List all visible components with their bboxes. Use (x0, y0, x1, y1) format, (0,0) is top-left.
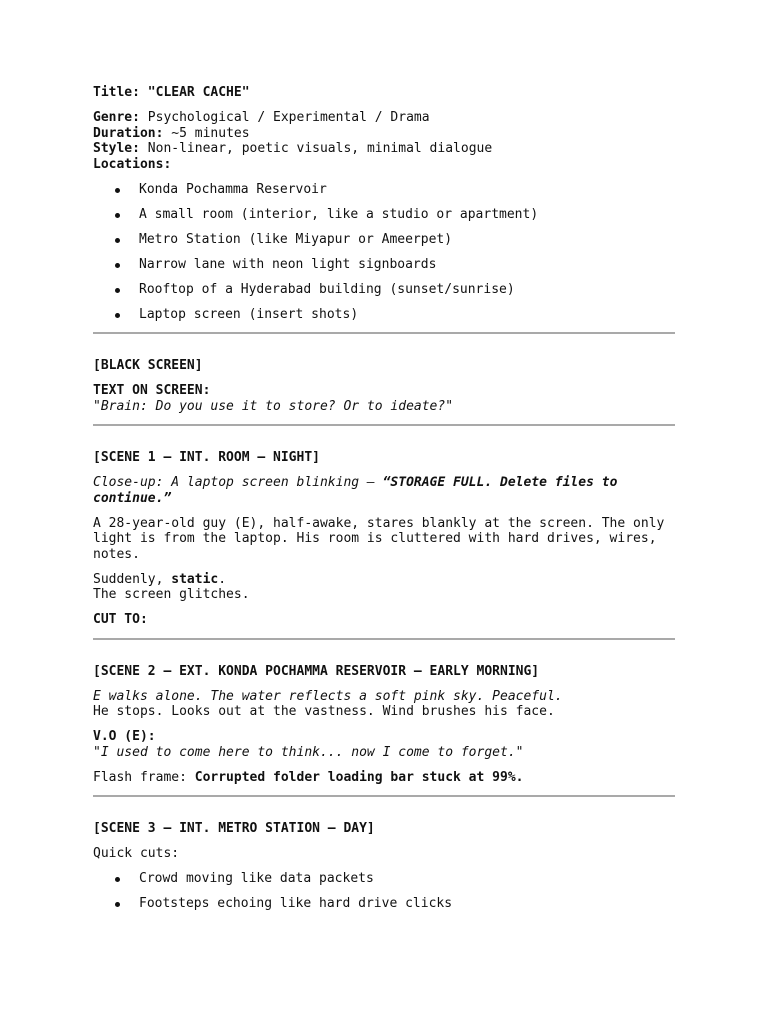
scene1-heading-text: [SCENE 1 – INT. ROOM – NIGHT] (93, 450, 320, 465)
scene1-suddenly (93, 572, 675, 588)
scene3-heading (93, 821, 675, 837)
genre-line (93, 110, 675, 126)
scene2-vo-label (93, 729, 675, 745)
list-item: Footsteps echoing like hard drive clicks (93, 896, 675, 912)
style-label: Style: (93, 141, 140, 156)
list-item: A small room (interior, like a studio or apartment) (93, 207, 675, 223)
duration-label: Duration: (93, 125, 164, 141)
text-on-screen-quote: "Brain: Do you use it to store? Or to ideate?" (93, 398, 454, 414)
scene1-heading (93, 450, 675, 466)
scene2-vo-label-text: V.O (E): (93, 729, 156, 744)
scene1-cut-to-text: CUT TO: (93, 612, 148, 627)
scene1-closeup (93, 475, 675, 506)
scene2-heading-text: [SCENE 2 – EXT. KONDA POCHAMMA RESERVOIR – EARLY MORNING] (93, 663, 540, 679)
text-on-screen-label (93, 383, 675, 399)
scene2-flash-bold: Corrupted folder loading bar stuck at 99%. (194, 769, 524, 785)
scene1-suddenly-text: Suddenly, (93, 571, 172, 587)
locations-list (93, 182, 675, 323)
section-divider (93, 424, 675, 426)
scene2-flash (93, 770, 675, 786)
scene2-stop: He stops. Looks out at the vastness. Wind brushes his face. (93, 704, 555, 719)
duration-line (93, 126, 675, 142)
list-item: Metro Station (like Miyapur or Ameerpet) (93, 232, 675, 248)
scene3-cuts-list (93, 871, 675, 912)
scene2-flash-label: Flash frame: (93, 769, 195, 785)
list-item: Konda Pochamma Reservoir (93, 182, 675, 198)
list-item: Crowd moving like data packets (93, 871, 675, 887)
section-divider (93, 332, 675, 334)
scene1-suddenly-period: . (218, 571, 227, 587)
scene1-closeup-italic: Close-up: A laptop screen blinking – (93, 475, 383, 490)
text-on-screen-label-text: TEXT ON SCREEN: (93, 383, 211, 398)
scene2-walk (93, 689, 675, 705)
scene1-glitch: The screen glitches. (93, 587, 250, 602)
title-value: "CLEAR CACHE" (139, 85, 250, 100)
scene1-closeup-bold: “STORAGE FULL. Delete files to continue.” (93, 475, 626, 506)
scene3-quick-cuts: Quick cuts: (93, 846, 180, 861)
style-line (93, 141, 675, 157)
scene3-heading-text: [SCENE 3 – INT. METRO STATION – DAY] (93, 821, 375, 836)
section-divider (93, 638, 675, 640)
scene1-static-bold: static (171, 571, 219, 587)
style-value: Non-linear, poetic visuals, minimal dialogue (139, 141, 493, 156)
black-screen-heading (93, 358, 675, 374)
scene2-vo-line (93, 745, 675, 761)
title-line (93, 85, 675, 101)
section-divider (93, 795, 675, 797)
text-on-screen-value (93, 399, 675, 415)
locations-label-line (93, 157, 675, 173)
scene1-cut-to (93, 612, 675, 628)
list-item: Laptop screen (insert shots) (93, 307, 675, 323)
scene2-walk-italic: E walks alone. The water reflects a soft pink sky. Peaceful. (93, 688, 563, 704)
scene2-heading (93, 664, 675, 680)
scene2-vo-quote: "I used to come here to think... now I come to forget." (93, 744, 524, 760)
duration-value: ~5 minutes (163, 125, 250, 141)
black-screen-heading-text: [BLACK SCREEN] (93, 358, 203, 373)
list-item: Rooftop of a Hyderabad building (sunset/sunrise) (93, 282, 675, 298)
screenplay-document (93, 85, 675, 912)
locations-label: Locations: (93, 156, 172, 172)
genre-label: Genre: (93, 110, 140, 125)
title-label: Title: (93, 85, 140, 100)
list-item: Narrow lane with neon light signboards (93, 257, 675, 273)
scene1-description: A 28-year-old guy (E), half-awake, stares blankly at the screen. The only light is from the laptop. His room is cluttered with hard drives, wires, notes. (93, 515, 673, 562)
genre-value: Psychological / Experimental / Drama (139, 110, 430, 125)
